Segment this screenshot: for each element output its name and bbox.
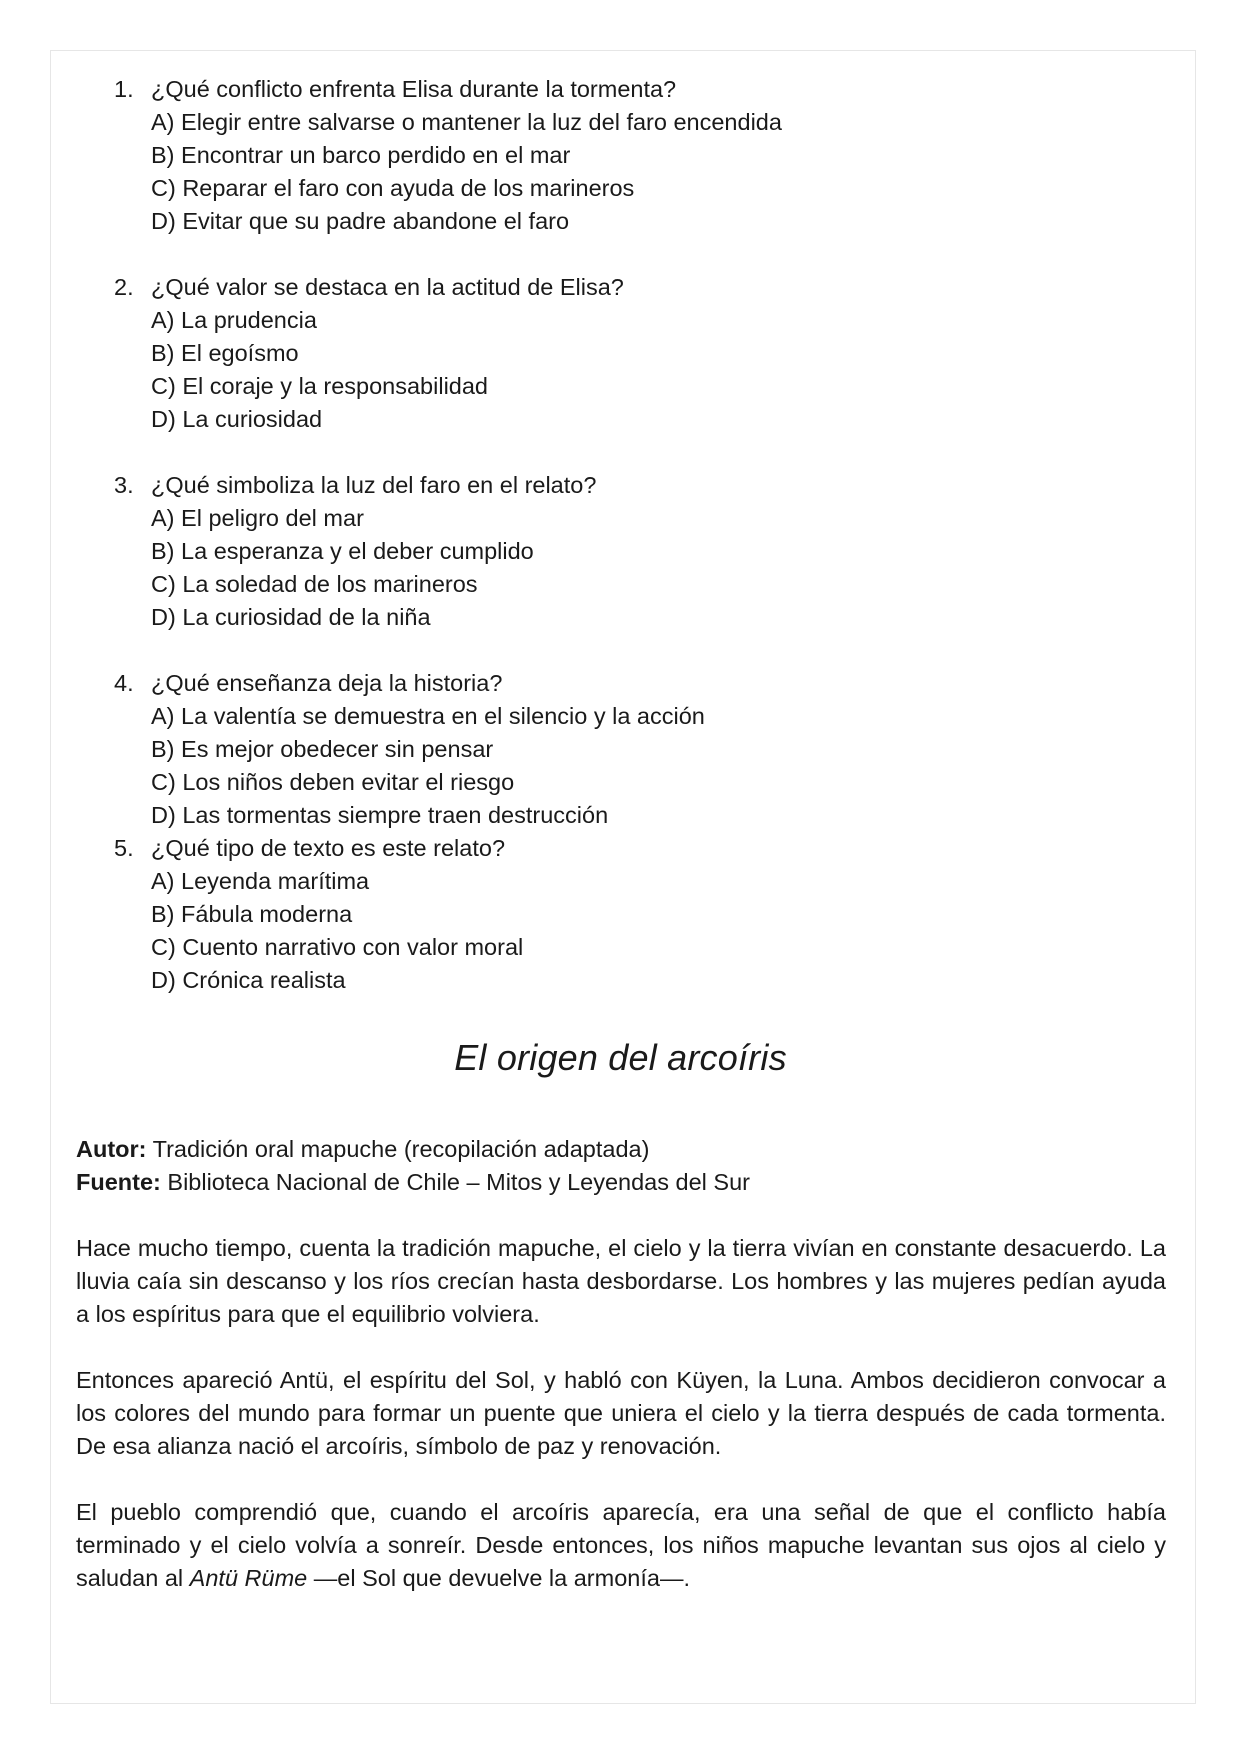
question-number: 5. xyxy=(114,835,134,861)
question-5 xyxy=(0,832,1241,997)
question-text: ¿Qué simboliza la luz del faro en el relato? xyxy=(151,472,597,498)
question-4 xyxy=(0,667,1241,832)
answer-option-b: B) La esperanza y el deber cumplido xyxy=(151,538,534,564)
paragraph-3-start: El pueblo comprendió que, cuando el arcoíris aparecía, era una señal de que el conflicto había terminado y el cielo volvía a sonreír. Desde entonces, los niños mapuche levantan sus ojos al cielo y saludan al xyxy=(76,1499,1166,1591)
answer-option-c: C) Cuento narrativo con valor moral xyxy=(151,934,524,960)
answer-option-d: D) Las tormentas siempre traen destrucción xyxy=(151,802,609,828)
answer-option-b: B) Fábula moderna xyxy=(151,901,353,927)
question-stem xyxy=(0,469,1241,502)
story-body xyxy=(76,1232,1166,1628)
answer-option-c: C) Reparar el faro con ayuda de los marineros xyxy=(151,175,635,201)
source-value: Biblioteca Nacional de Chile – Mitos y Leyendas del Sur xyxy=(160,1169,750,1195)
question-text: ¿Qué tipo de texto es este relato? xyxy=(151,835,506,861)
question-number: 3. xyxy=(114,472,134,498)
question-text: ¿Qué enseñanza deja la historia? xyxy=(151,670,503,696)
answer-option-a: A) Elegir entre salvarse o mantener la luz del faro encendida xyxy=(151,109,782,135)
answer-option-c: C) Los niños deben evitar el riesgo xyxy=(151,769,515,795)
question-2 xyxy=(0,271,1241,436)
story-paragraph-3 xyxy=(76,1496,1166,1595)
answer-option-b: B) Encontrar un barco perdido en el mar xyxy=(151,142,571,168)
author-value: Tradición oral mapuche (recopilación adaptada) xyxy=(146,1136,650,1162)
answer-option-b: B) El egoísmo xyxy=(151,340,299,366)
question-stem xyxy=(0,832,1241,865)
answer-option-b: B) Es mejor obedecer sin pensar xyxy=(151,736,494,762)
antu-rume-term: Antü Rüme xyxy=(189,1565,308,1591)
paragraph-3-end: —el Sol que devuelve la armonía—. xyxy=(307,1565,690,1591)
question-number: 4. xyxy=(114,670,134,696)
story-paragraph-1: Hace mucho tiempo, cuenta la tradición mapuche, el cielo y la tierra vivían en constante desacuerdo. La lluvia caía sin descanso y los ríos crecían hasta desbordarse. Los hombres y las mujeres pedían ayuda a los espíritus para que el equilibrio volviera. xyxy=(76,1235,1166,1327)
story-title: El origen del arcoíris xyxy=(454,1037,787,1078)
question-stem xyxy=(0,73,1241,106)
answer-option-c: C) La soledad de los marineros xyxy=(151,571,478,597)
story-metadata xyxy=(76,1133,1166,1199)
source-line xyxy=(76,1166,1166,1199)
answer-option-a: A) La valentía se demuestra en el silencio y la acción xyxy=(151,703,705,729)
answer-option-d: D) Evitar que su padre abandone el faro xyxy=(151,208,570,234)
answer-option-c: C) El coraje y la responsabilidad xyxy=(151,373,488,399)
author-line xyxy=(76,1133,1166,1166)
source-label: Fuente: xyxy=(76,1169,161,1195)
question-list xyxy=(0,73,1241,997)
question-text: ¿Qué valor se destaca en la actitud de Elisa? xyxy=(151,274,624,300)
answer-option-d: D) La curiosidad de la niña xyxy=(151,604,431,630)
question-stem xyxy=(0,271,1241,304)
question-stem xyxy=(0,667,1241,700)
question-number: 1. xyxy=(114,76,134,102)
answer-option-a: A) El peligro del mar xyxy=(151,505,364,531)
question-1 xyxy=(0,73,1241,238)
answer-option-d: D) Crónica realista xyxy=(151,967,346,993)
answer-option-a: A) Leyenda marítima xyxy=(151,868,370,894)
question-text: ¿Qué conflicto enfrenta Elisa durante la tormenta? xyxy=(151,76,677,102)
question-number: 2. xyxy=(114,274,134,300)
question-3 xyxy=(0,469,1241,634)
answer-option-d: D) La curiosidad xyxy=(151,406,323,432)
answer-option-a: A) La prudencia xyxy=(151,307,317,333)
story-paragraph-2: Entonces apareció Antü, el espíritu del Sol, y habló con Küyen, la Luna. Ambos decidieron convocar a los colores del mundo para formar un puente que uniera el cielo y la tierra después de cada tormenta. De esa alianza nació el arcoíris, símbolo de paz y renovación. xyxy=(76,1367,1166,1459)
author-label: Autor: xyxy=(76,1136,147,1162)
